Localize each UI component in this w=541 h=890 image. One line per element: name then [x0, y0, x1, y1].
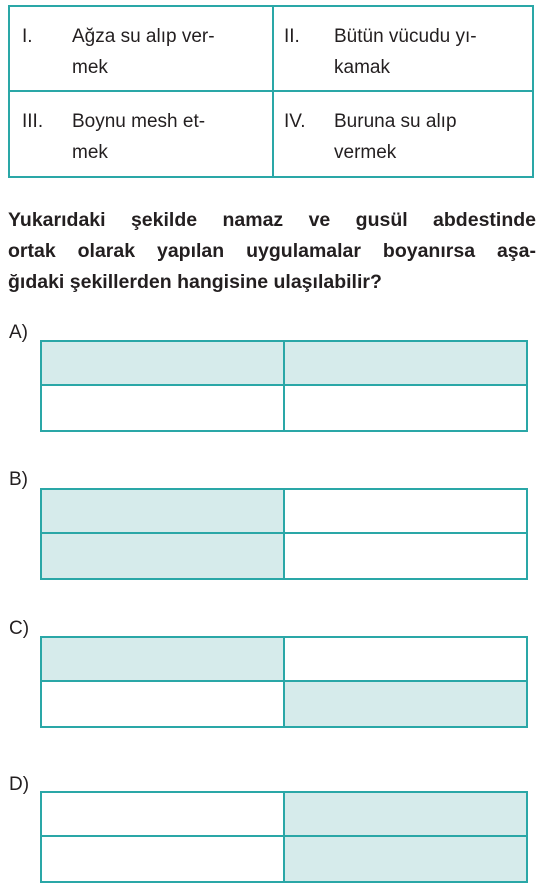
option-cell	[285, 638, 526, 682]
option-cell	[285, 534, 526, 578]
option-d-grid[interactable]	[40, 791, 528, 883]
question-line: ğıdaki şekillerden hangisine ulaşılabilir?	[8, 271, 382, 293]
statement-text	[334, 21, 524, 83]
option-cell	[42, 793, 285, 837]
option-cell-shaded	[42, 490, 285, 534]
question-text	[8, 205, 536, 298]
option-a-grid[interactable]	[40, 340, 528, 432]
statement-cell-2	[274, 7, 532, 92]
statement-cell-3	[10, 92, 274, 177]
statement-number: I.	[22, 26, 33, 47]
option-cell-shaded	[42, 638, 285, 682]
option-cell-shaded	[42, 534, 285, 578]
statement-line: Bütün vücudu yı-	[334, 26, 477, 47]
statement-cell-1	[10, 7, 274, 92]
statement-line: mek	[72, 57, 108, 78]
statement-line: kamak	[334, 57, 390, 78]
statement-number: III.	[22, 110, 44, 132]
statement-number: IV.	[284, 110, 306, 132]
statement-line: mek	[72, 141, 108, 163]
option-d-label[interactable]: D)	[9, 774, 30, 795]
option-cell-shaded	[285, 793, 526, 837]
option-cell	[42, 682, 285, 726]
statement-line: Buruna su alıp	[334, 110, 457, 132]
option-b-label[interactable]: B)	[9, 469, 28, 490]
option-cell	[285, 386, 526, 430]
question-line: ortak olarak yapılan uygulamalar boyanırsa aşa-	[8, 240, 536, 262]
statements-table	[8, 5, 534, 178]
statement-cell-4	[274, 92, 532, 177]
option-cell-shaded	[285, 342, 526, 386]
option-cell	[42, 837, 285, 881]
option-b-grid[interactable]	[40, 488, 528, 580]
option-cell	[285, 490, 526, 534]
statement-text	[72, 106, 252, 168]
option-cell	[42, 386, 285, 430]
option-cell-shaded	[285, 837, 526, 881]
option-cell-shaded	[42, 342, 285, 386]
statement-line: Boynu mesh et-	[72, 110, 206, 132]
option-c-grid[interactable]	[40, 636, 528, 728]
option-cell-shaded	[285, 682, 526, 726]
option-a-label[interactable]: A)	[9, 322, 28, 343]
question-line: Yukarıdaki şekilde namaz ve gusül abdestinde	[8, 209, 536, 231]
statement-text	[72, 21, 252, 83]
option-c-label[interactable]: C)	[9, 618, 30, 639]
statement-line: vermek	[334, 141, 397, 163]
statement-text	[334, 106, 524, 168]
statement-number: II.	[284, 26, 300, 47]
statement-line: Ağza su alıp ver-	[72, 26, 215, 47]
